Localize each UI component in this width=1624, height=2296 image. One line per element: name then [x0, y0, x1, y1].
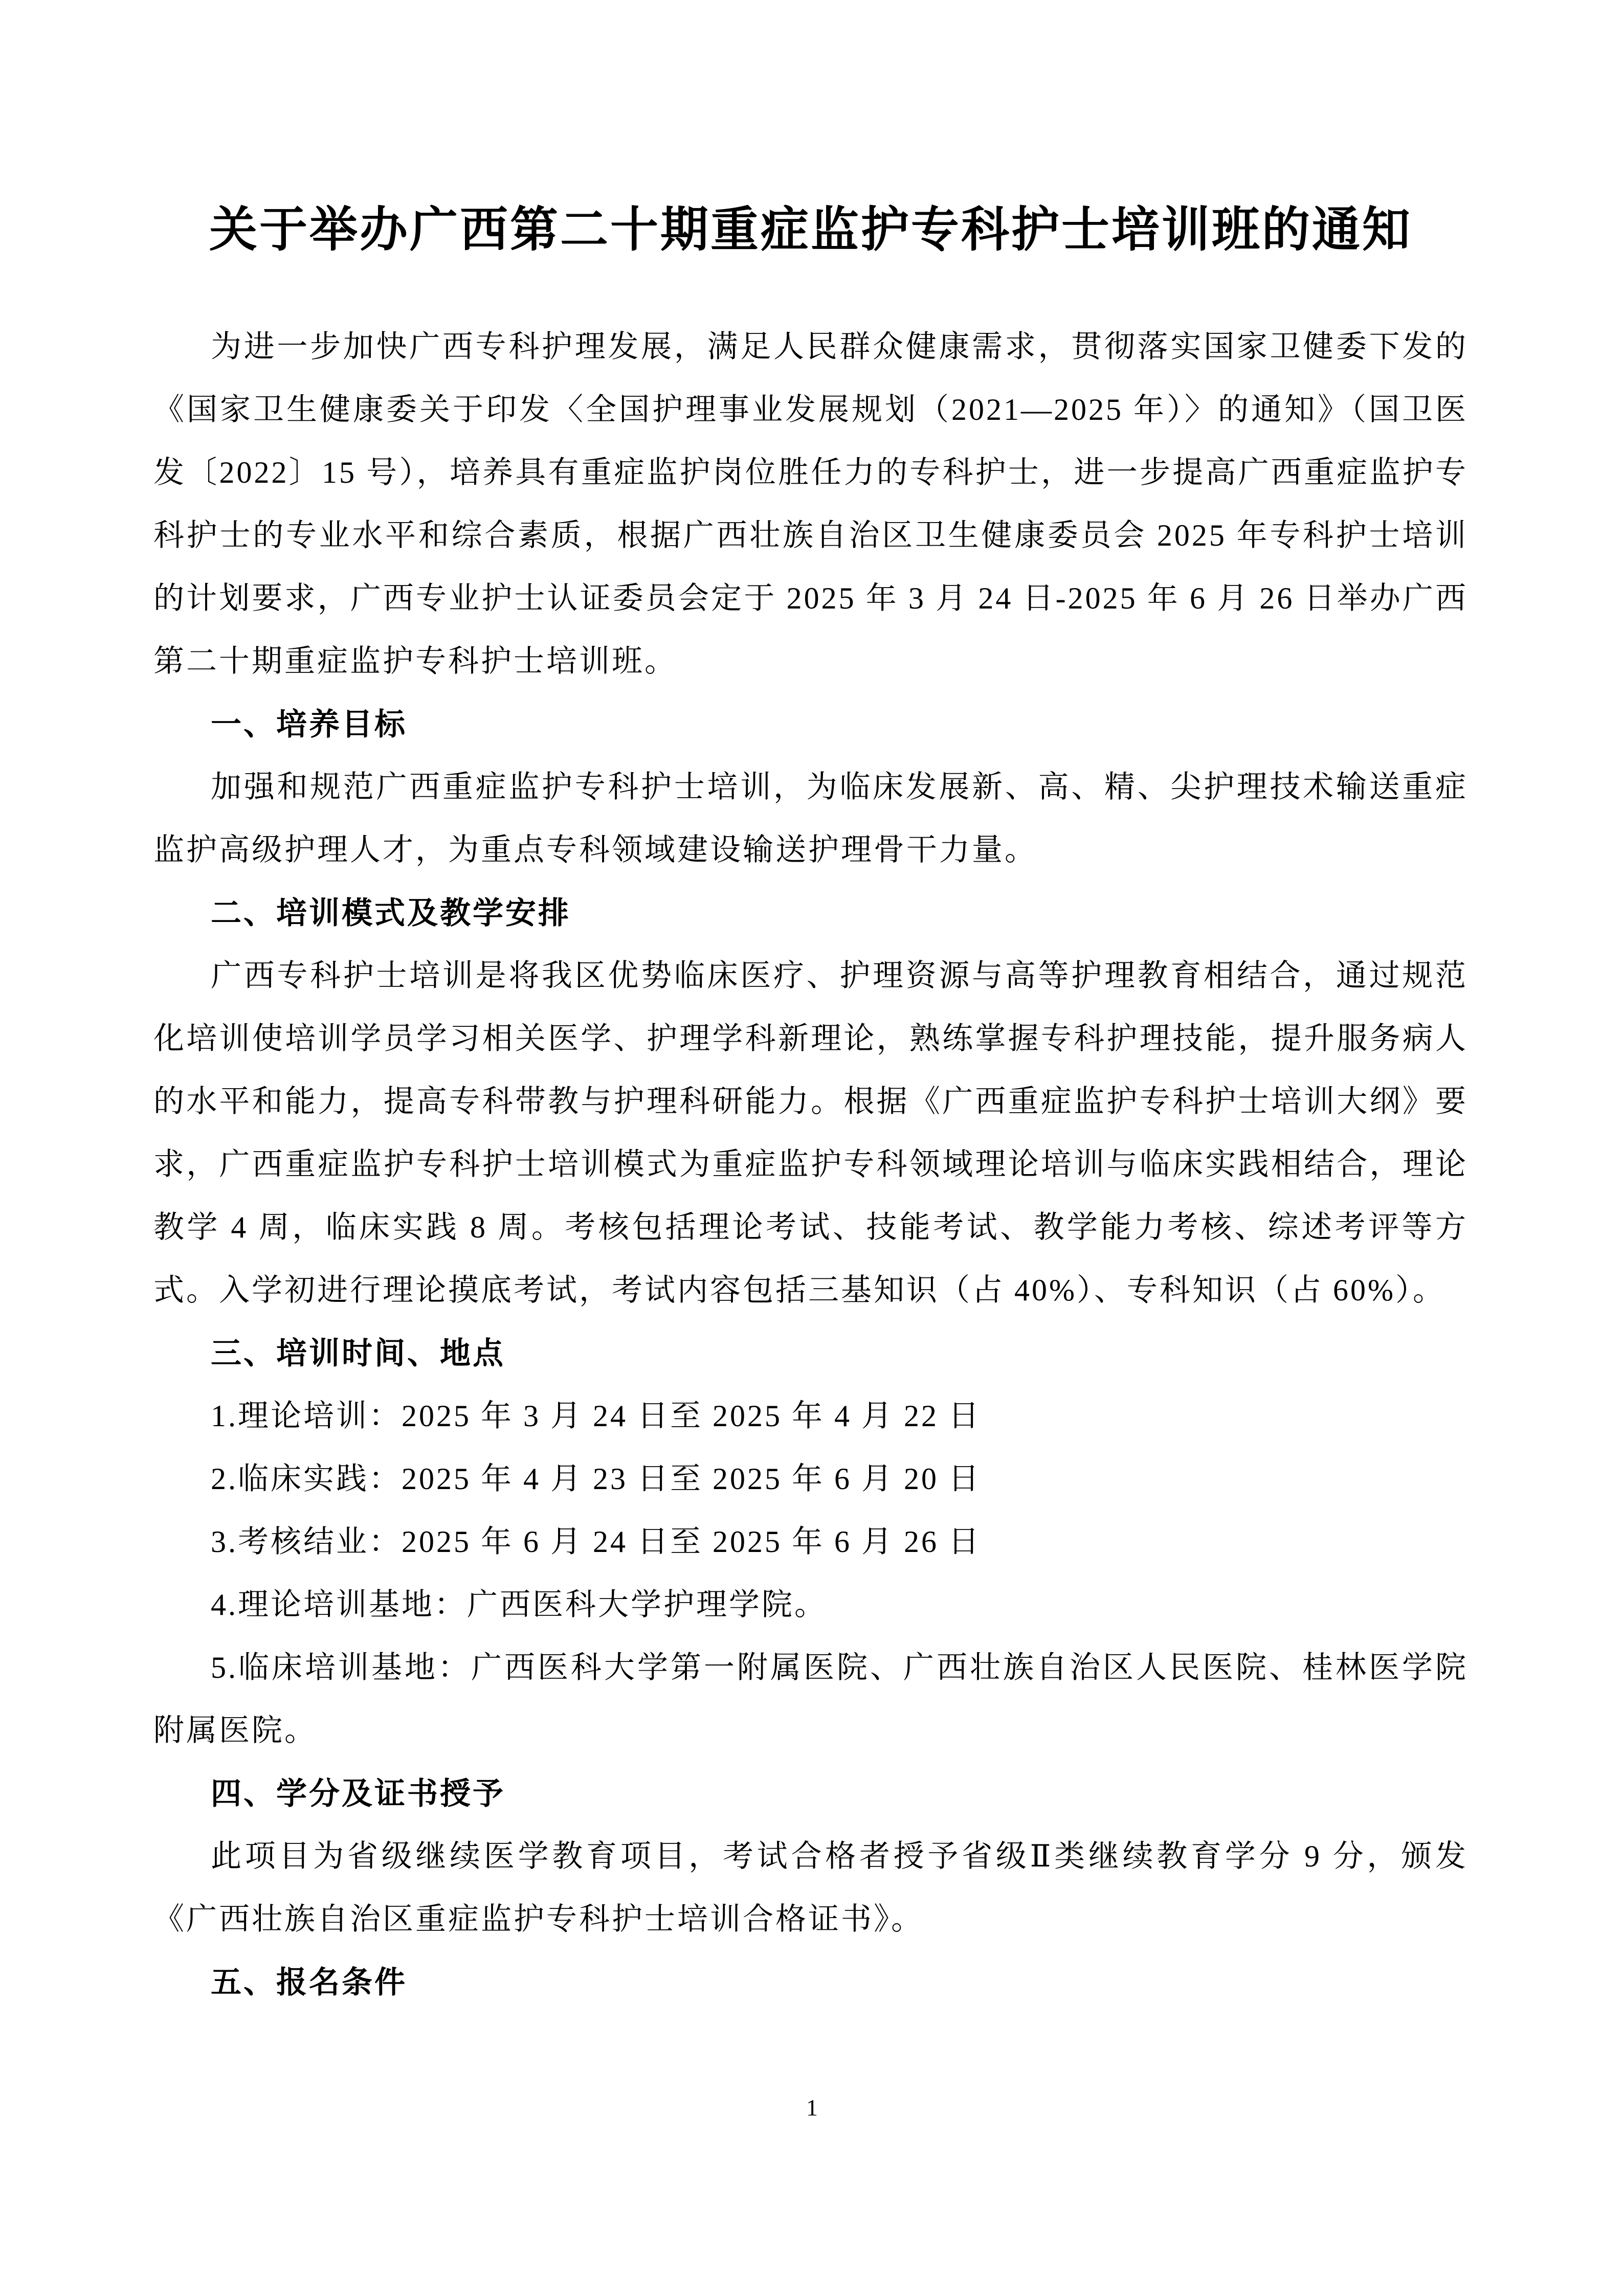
section-heading-training-mode: 二、培训模式及教学安排: [211, 896, 571, 930]
list-item-clinical-practice-dates: 2.临床实践：2025 年 4 月 23 日至 2025 年 6 月 20 日: [211, 1462, 981, 1496]
list-item-assessment-completion-dates: 3.考核结业：2025 年 6 月 24 日至 2025 年 6 月 26 日: [211, 1525, 981, 1559]
list-item-theory-training-dates: 1.理论培训：2025 年 3 月 24 日至 2025 年 4 月 22 日: [211, 1399, 981, 1433]
section-heading-time-location: 三、培训时间、地点: [211, 1336, 505, 1370]
section-heading-credits-certificate: 四、学分及证书授予: [211, 1776, 505, 1811]
credits-certificate-paragraph: 此项目为省级继续医学教育项目，考试合格者授予省级Ⅱ类继续教育学分 9 分，颁发《广西壮族自治区重症监护专科护士培训合格证书》。: [153, 1839, 1468, 1936]
training-mode-paragraph: 广西专科护士培训是将我区优势临床医疗、护理资源与高等护理教育相结合，通过规范化培训使培训学员学习相关医学、护理学科新理论，熟练掌握专科护理技能，提升服务病人的水平和能力，提高专科带教与护理科研能力。根据《广西重症监护专科护士培训大纲》要求，广西重症监护专科护士培训模式为重症监护专科领域理论培训与临床实践相结合，理论教学 4 周，临床实践 8 周。考核包括理论考试、技能考试、教学能力考核、综述考评等方式。入学初进行理论摸底考试，考试内容包括三基知识（占 40%）、专科知识（占 60%）。: [153, 959, 1468, 1307]
document-body: [153, 192, 1468, 2014]
section-heading-application-requirements: 五、报名条件: [211, 1965, 407, 1999]
intro-paragraph: 为进一步加快广西专科护理发展，满足人民群众健康需求，贯彻落实国家卫健委下发的《国家卫生健康委关于印发〈全国护理事业发展规划（2021—2025 年）〉的通知》（国卫医发〔2022〕15 号），培养具有重症监护岗位胜任力的专科护士，进一步提高广西重症监护专科护士的专业水平和综合素质，根据广西壮族自治区卫生健康委员会 2025 年专科护士培训的计划要求，广西专业护士认证委员会定于 2025 年 3 月 24 日-2025 年 6 月 26 日举办广西第二十期重症监护专科护士培训班。: [153, 330, 1468, 678]
section-heading-training-goals: 一、培养目标: [211, 707, 407, 741]
training-goals-paragraph: 加强和规范广西重症监护专科护士培训，为临床发展新、高、精、尖护理技术输送重症监护高级护理人才，为重点专科领域建设输送护理骨干力量。: [153, 770, 1468, 867]
page-number: 1: [806, 2095, 818, 2121]
list-item-theory-training-base: 4.理论培训基地：广西医科大学护理学院。: [211, 1588, 827, 1622]
list-item-clinical-training-base: 5.临床培训基地：广西医科大学第一附属医院、广西壮族自治区人民医院、桂林医学院附属医院。: [153, 1651, 1468, 1747]
document-title: 关于举办广西第二十期重症监护专科护士培训班的通知: [209, 204, 1412, 257]
